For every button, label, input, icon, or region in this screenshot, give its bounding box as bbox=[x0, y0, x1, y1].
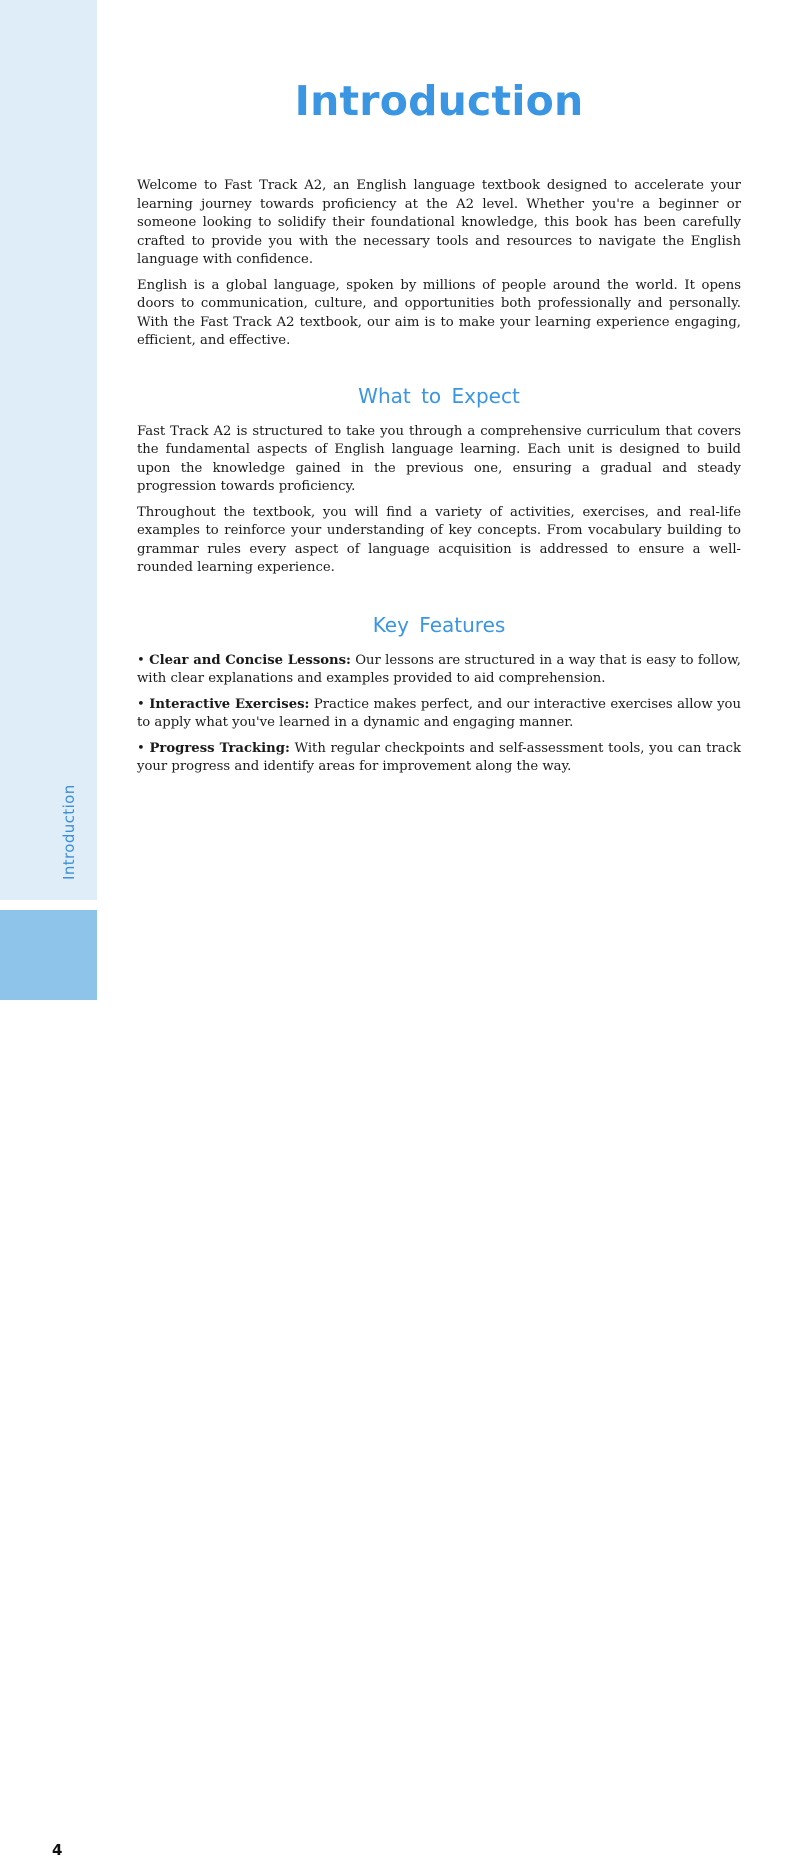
what-to-expect-heading: What to Expect bbox=[358, 383, 520, 408]
intro-paragraph-1: Welcome to Fast Track A2, an English language textbook designed to accelerate your learning journey towards proficiency at the A2 level. Whether you're a beginner or someone looking to solidify their foundational knowledge, this book has been carefully crafted to provide you with the necessary tools and resources to navigate the English language with confidence. bbox=[137, 178, 741, 267]
feature-text: Our lessons are structured in a way that is easy to follow, with clear explanations and examples provided to aid comprehension. bbox=[137, 652, 741, 686]
page-content bbox=[137, 0, 741, 777]
sidebar-section-label: Introduction bbox=[60, 784, 78, 880]
bullet: • bbox=[137, 652, 145, 668]
expect-paragraph-1: Fast Track A2 is structured to take you through a comprehensive curriculum that covers the fundamental aspects of English language learning. Each unit is designed to build upon the knowledge gained in the previous one, ensuring a gradual and steady progression towards proficiency. bbox=[137, 423, 741, 494]
feature-text: Practice makes perfect, and our interactive exercises allow you to apply what you've learned in a dynamic and engaging manner. bbox=[137, 696, 741, 730]
bullet: • bbox=[137, 740, 145, 756]
feature-text: With regular checkpoints and self-assessment tools, you can track your progress and identify areas for improvement along the way. bbox=[137, 740, 741, 774]
key-features-heading: Key Features bbox=[372, 612, 506, 637]
feature-label: Progress Tracking: bbox=[149, 740, 290, 756]
feature-label: Interactive Exercises: bbox=[149, 696, 310, 712]
sidebar-band bbox=[0, 0, 97, 900]
feature-label: Clear and Concise Lessons: bbox=[149, 652, 351, 668]
intro-paragraph-2: English is a global language, spoken by millions of people around the world. It opens doors to communication, culture, and opportunities both professionally and personally. With the Fast Track A2 textbook, our aim is to make your learning experience engaging, efficient, and effective. bbox=[137, 277, 741, 348]
feature-item bbox=[137, 696, 741, 733]
page-number-tab bbox=[0, 910, 97, 1859]
expect-paragraph-2: Throughout the textbook, you will find a variety of activities, exercises, and real-life examples to reinforce your understanding of key concepts. From vocabulary building to grammar rules every aspect of language acquisition is addressed to ensure a well-rounded learning experience. bbox=[137, 504, 741, 575]
bullet: • bbox=[137, 696, 145, 712]
feature-item bbox=[137, 740, 741, 777]
page-title: Introduction bbox=[294, 77, 584, 125]
feature-item bbox=[137, 652, 741, 689]
page-number: 4 bbox=[52, 1841, 63, 1859]
